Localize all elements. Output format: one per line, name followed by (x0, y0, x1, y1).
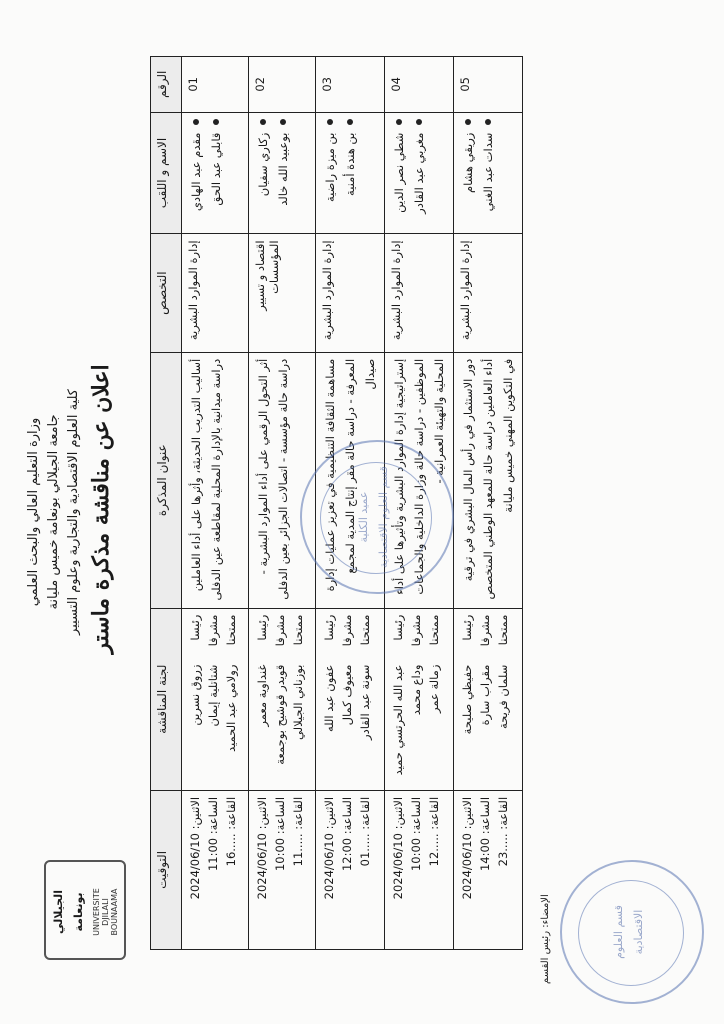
jury-member (271, 615, 289, 784)
student-names (182, 112, 249, 234)
jury-committee (385, 608, 454, 790)
stamp-corner-line-2: الاقتصادية (632, 909, 645, 955)
schedule-date: الاثنين: 2024/06/10 (460, 796, 474, 900)
jury-member (338, 615, 356, 784)
jury-member (407, 615, 425, 784)
jury-role: مشرفا (340, 614, 354, 647)
thesis-topic: دور الاستثمار في رأس المال البشري في ترقية أداء العاملين دراسة حالة للمعهد الوطني المتخصص في التكوين المهني خميس مليانة (454, 352, 523, 608)
jury-role: رئيسا (460, 614, 474, 641)
schedule-time (182, 790, 249, 949)
logo-line-2: بونعامة (72, 892, 85, 932)
jury-name: شتاتلية إيمان (206, 664, 220, 727)
row-number: 05 (454, 57, 523, 113)
header-ministry: وزارة التعليم العالي والبحث العلمي (26, 417, 41, 607)
schedule-hour: الساعة: 10:00 (409, 796, 423, 872)
header-jury: لجنة المناقشة (151, 608, 182, 790)
student-name: زكاري سفيان (253, 119, 273, 228)
jury-member (389, 615, 407, 784)
jury-role: رئيسا (255, 614, 269, 641)
schedule-hour: الساعة: 14:00 (478, 796, 492, 872)
schedule-time (316, 790, 385, 949)
jury-member (425, 615, 443, 784)
schedule-time (385, 790, 454, 949)
jury-role: مشرفا (478, 614, 492, 647)
schedule-room: القاعة: .....16 (224, 796, 238, 867)
header-name: الاسم و اللقب (151, 112, 182, 234)
jury-role: ممتحنا (496, 614, 510, 646)
jury-committee (454, 608, 523, 790)
jury-name: حفيظي صليحة (460, 664, 474, 735)
jury-role: رئيسا (188, 614, 202, 641)
jury-role: رئيسا (391, 614, 405, 641)
student-names (249, 112, 316, 234)
jury-name: سونة عبد القادر (358, 664, 372, 740)
department-stamp-corner (560, 860, 704, 1004)
row-number: 01 (182, 57, 249, 113)
header-faculty: كلية العلوم الاقتصادية والتجارية وعلوم التسيير (66, 389, 81, 635)
schedule-room: القاعة: .....01 (358, 796, 372, 867)
jury-member (204, 615, 222, 784)
schedule-room: القاعة: .....23 (496, 796, 510, 867)
thesis-topic: مساهمة الثقافة التنظيمية في تعزيز عمليات إدارة المعرفة - دراسة حالة مقر إنتاج المدية لمجمع صيدال (316, 352, 385, 608)
jury-name: قويدر قوشيح بوجمعة (273, 664, 287, 765)
specialty: إدارة الموارد البشرية (182, 234, 249, 352)
student-names (454, 112, 523, 234)
jury-member (222, 615, 240, 784)
header-time: التوقيت (151, 790, 182, 949)
schedule-room: القاعة: .....11 (291, 796, 305, 867)
schedule-hour: الساعة: 12:00 (340, 796, 354, 872)
header-topic: عنوان المذكرة (151, 352, 182, 608)
schedule-date: الاثنين: 2024/06/10 (188, 796, 202, 900)
specialty: إدارة الموارد البشرية (454, 234, 523, 352)
table-header-row (151, 57, 182, 950)
header-university: جامعة الجيلالي بونعامة خميس مليانة (46, 414, 61, 610)
schedule-room: القاعة: .....12 (427, 796, 441, 867)
stamp-center-line-1: عميد الكلية (357, 491, 370, 543)
stamp-corner-line-1: قسم العلوم (612, 905, 625, 959)
jury-name: عفون عبد الله (322, 664, 336, 733)
jury-member (289, 615, 307, 784)
jury-role: ممتحنا (358, 614, 372, 646)
student-name: مقدم عبد الهادي (186, 119, 206, 228)
schedule-date: الاثنين: 2024/06/10 (391, 796, 405, 900)
specialty: إدارة الموارد البشرية (385, 234, 454, 352)
table-row (454, 57, 523, 950)
jury-name: رولامي عبد الحميد (224, 664, 238, 752)
student-name: سدات عبد الغني (478, 119, 498, 228)
jury-name: وداع محمد (409, 664, 423, 716)
specialty: إدارة الموارد البشرية (316, 234, 385, 352)
header-num: الرقم (151, 57, 182, 113)
student-name: شطي نصر الدين (389, 119, 409, 228)
jury-name: غنداوية معمر (255, 664, 269, 727)
schedule-time (454, 790, 523, 949)
jury-name: عبد الله الحرتسي حميد (391, 664, 405, 776)
student-names (316, 112, 385, 234)
row-number: 02 (249, 57, 316, 113)
student-name: قابلي عبد الحق (206, 119, 226, 228)
jury-role: مشرفا (409, 614, 423, 647)
specialty: اقتصاد و تسيير المؤسسات (249, 234, 316, 352)
signature-note: الإمضاء: رئيس القسم (540, 894, 551, 984)
page-title: اعلان عن مناقشة مذكرة ماستر (88, 364, 114, 654)
jury-member (253, 615, 271, 784)
student-name: بن هندة أمنية (340, 119, 360, 228)
jury-committee (182, 608, 249, 790)
thesis-topic: إستراتيجية إدارة الموارد البشرية وتأثيرها على أداء الموظفين - دراسة حالة وزارة الداخلية والجماعات المحلية والتهيئة العمرانية - (385, 352, 454, 608)
jury-name: مقراب سارة (478, 664, 492, 726)
jury-member (494, 615, 512, 784)
row-number: 03 (316, 57, 385, 113)
jury-role: ممتحنا (291, 614, 305, 646)
faculty-stamp-center (300, 440, 454, 594)
jury-name: زروق نسرين (188, 664, 202, 726)
jury-role: رئيسا (322, 614, 336, 641)
student-name: زريقي هشام (458, 119, 478, 228)
jury-member (356, 615, 374, 784)
schedule-time (249, 790, 316, 949)
jury-member (476, 615, 494, 784)
thesis-topic: أثر التحول الرقمي على أداء الموارد البشرية - دراسة حالة مؤسسة - اتصالات الجزائر بعين الدفلى (249, 352, 316, 608)
university-logo (44, 864, 122, 960)
logo-line-3: UNIVERSITE DJILALI BOUNAAMA (92, 888, 119, 936)
thesis-topic: أساليب التدريب الحديثة، وأثرها على أداء العاملين دراسة ميدانية بالإدارة المحلية لمقاطعة عين الدفلى (182, 352, 249, 608)
jury-committee (249, 608, 316, 790)
student-names (385, 112, 454, 234)
jury-role: ممتحنا (224, 614, 238, 646)
stamp-center-line-2: قسم العلوم الاقتصادية (377, 466, 390, 568)
schedule-hour: الساعة: 10:00 (273, 796, 287, 872)
jury-member (186, 615, 204, 784)
jury-member (320, 615, 338, 784)
schedule-hour: الساعة: 11:00 (206, 796, 220, 872)
jury-role: ممتحنا (427, 614, 441, 646)
jury-name: زمالة عمر (427, 664, 441, 714)
jury-committee (316, 608, 385, 790)
jury-role: مشرفا (206, 614, 220, 647)
table-row (182, 57, 249, 950)
schedule-date: الاثنين: 2024/06/10 (255, 796, 269, 900)
jury-name: بوزناني الجيلالي (291, 664, 305, 741)
jury-member (458, 615, 476, 784)
schedule-date: الاثنين: 2024/06/10 (322, 796, 336, 900)
student-name: بن ميزة راضية (320, 119, 340, 228)
row-number: 04 (385, 57, 454, 113)
student-name: مغربي عبد القادر (409, 119, 429, 228)
student-name: بوعبيد الله خالد (273, 119, 293, 228)
jury-name: معيوف كمال (340, 664, 354, 726)
logo-line-1: الجيلالي (52, 890, 65, 934)
header-spec: التخصص (151, 234, 182, 352)
jury-name: سلمان فريحة (496, 664, 510, 729)
jury-role: مشرفا (273, 614, 287, 647)
